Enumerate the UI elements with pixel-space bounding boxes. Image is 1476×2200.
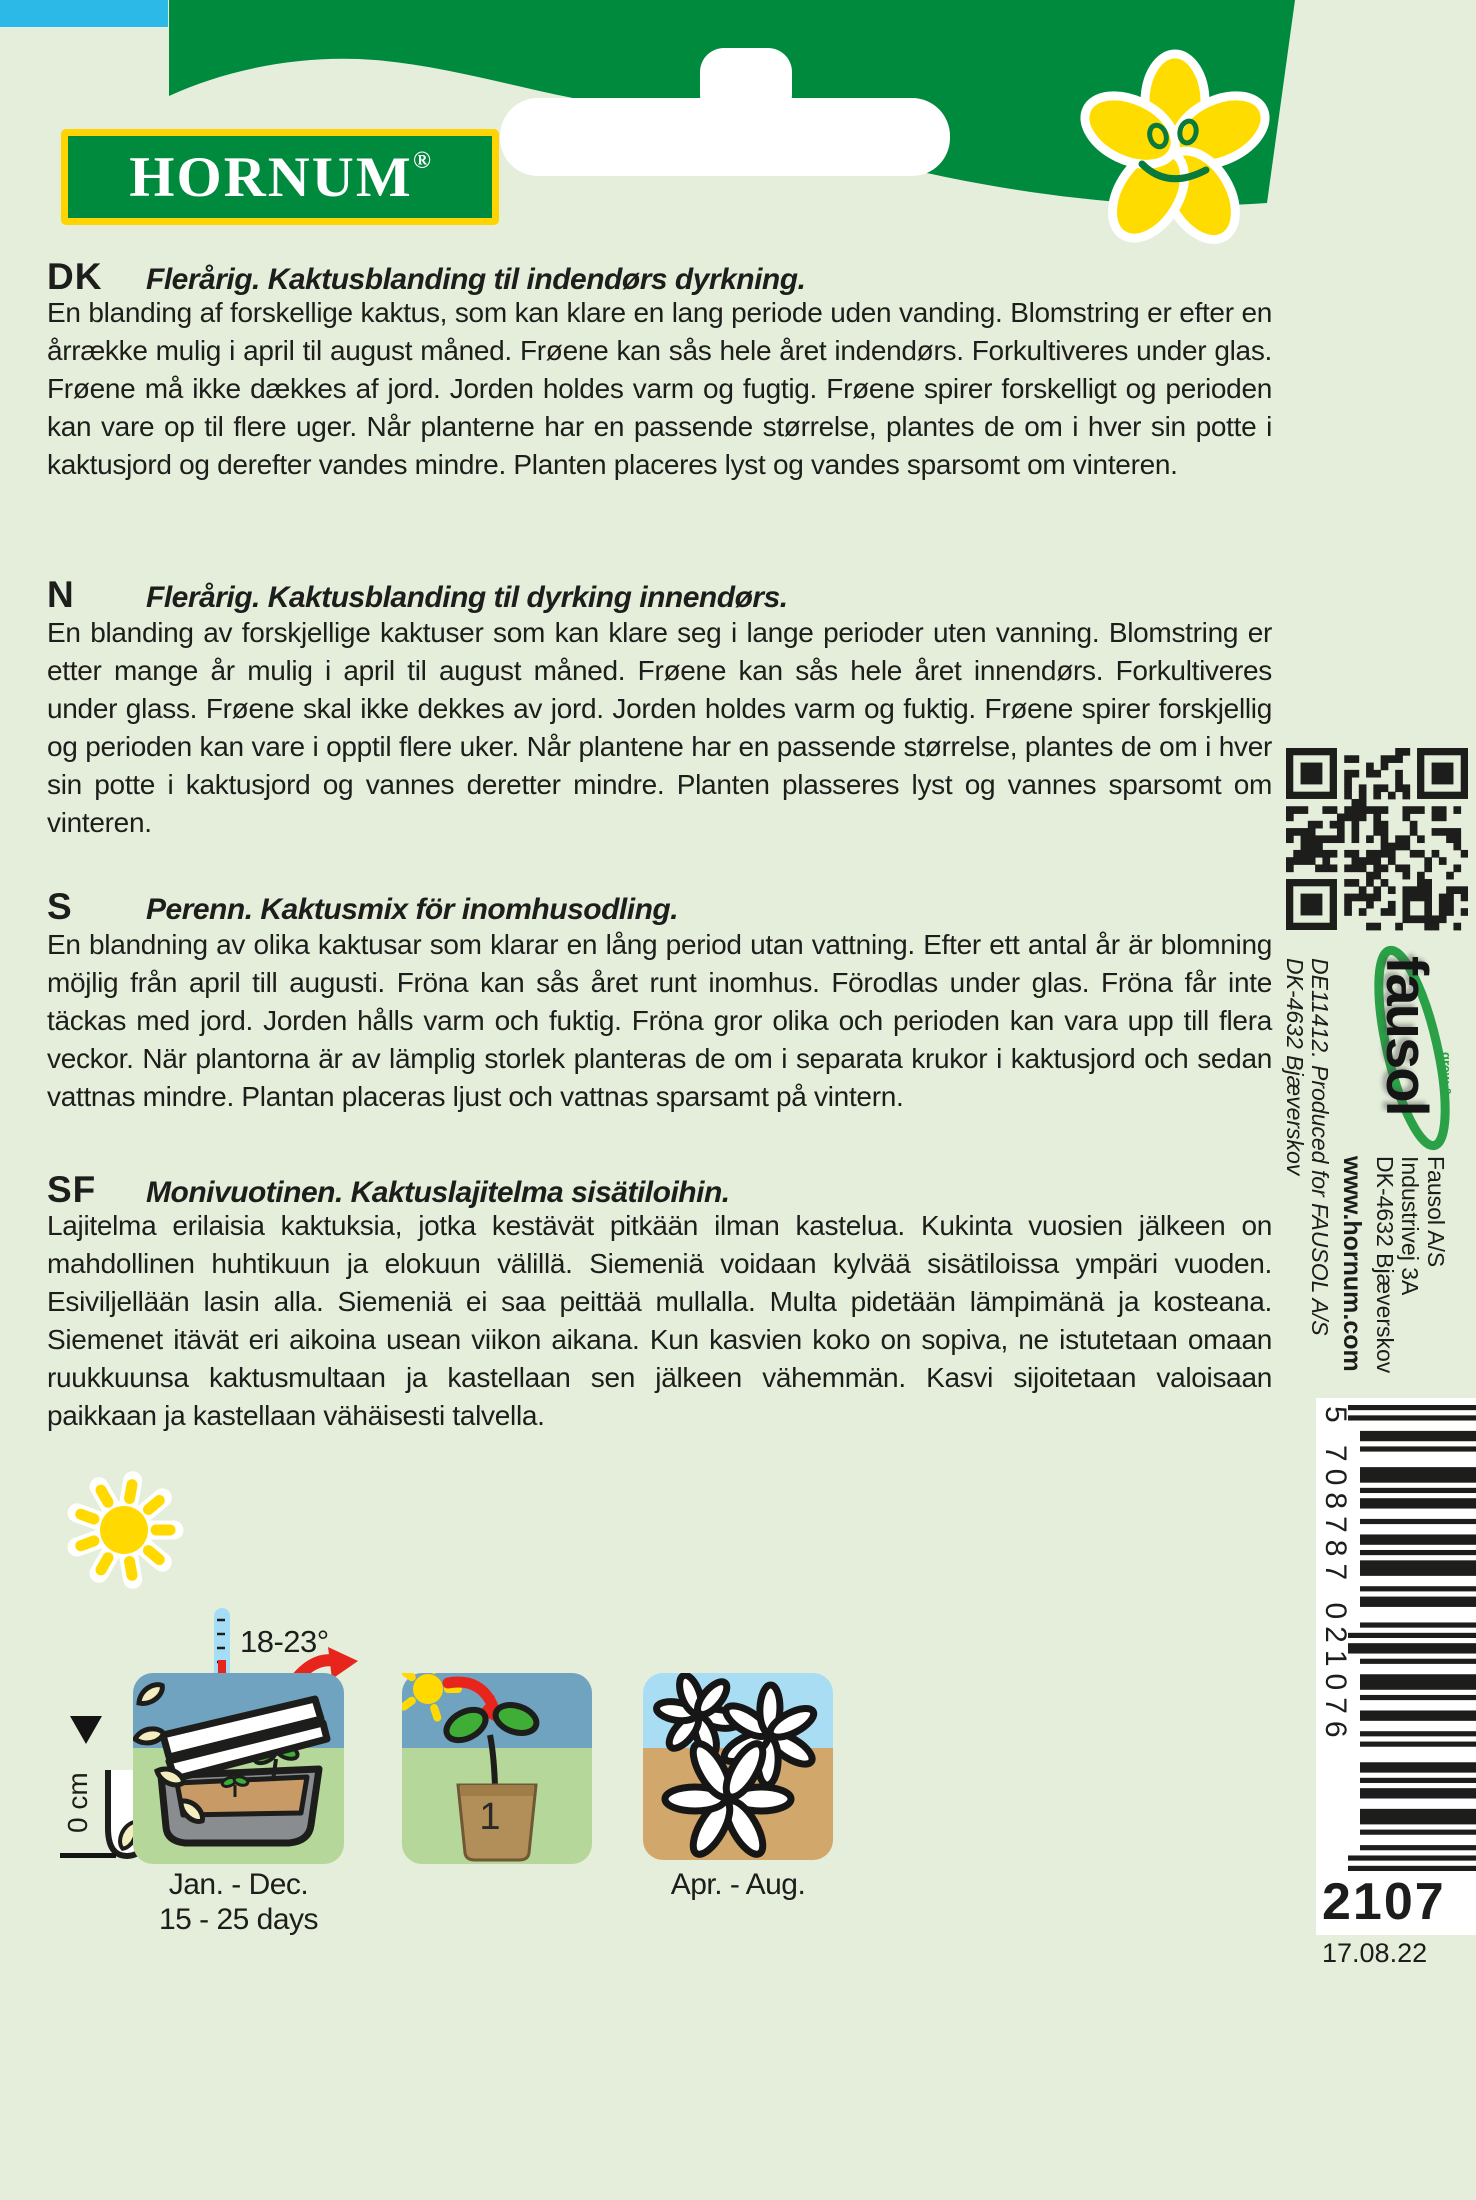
address-line: Fausol A/S xyxy=(1423,1156,1449,1268)
hornum-logo xyxy=(61,129,499,225)
fausol-logo-text: fausol xyxy=(1374,956,1439,1115)
fausol-tagline: grow & care xyxy=(1439,1052,1454,1127)
flowering-period-label: Apr. - Aug. xyxy=(670,1868,806,1901)
lang-code: N xyxy=(47,574,75,615)
address-line: Industrivej 3A xyxy=(1397,1156,1424,1296)
section-body-dk: En blanding af forskellige kaktus, som kan klare en lang periode uden vanding. Blomstring er efter en årrække mulig i april til august måned. Frøene kan sås hele året indendørs. Forkultiveres under glas. Frøene må ikke dækkes af jord. Jorden holdes varm og fugtig. Frøene spirer forskelligt og perioden kan vare op til flere uger. Når planterne har en passende størrelse, plantes de om i hver sin potte i kaktusjord og derefter vandes mindre. Planten placeres lyst og vandes sparsomt om vinteren. xyxy=(47,297,1272,480)
sowing-tray-icon xyxy=(133,1673,344,1864)
address-block xyxy=(1338,1156,1449,1374)
section-title: Flerårig. Kaktusblanding til dyrking innendørs. xyxy=(146,581,788,614)
lang-code: SF xyxy=(47,1169,97,1210)
hornum-logo-text: HORNUM xyxy=(129,145,413,209)
website-url: www.hornum.com xyxy=(1338,1156,1367,1372)
section-heading-dk xyxy=(47,256,805,298)
section-body-n: En blanding av forskjellige kaktuser som kan klare seg i lange perioder uten vanning. Blomstring er etter mange år mulig i april til august måned. Frøene kan sås hele året innendørs. Forkultiveres under glass. Frøene skal ikke dekkes av jord. Jorden holdes varm og fuktig. Frøene spirer forskjellig og perioden kan vare i opptil flere uker. Når plantene har en passende størrelse, plantes de om i hver sin potte i kaktusjord og vannes deretter mindre. Planten plasseres lyst og vannes sparsomt om vinteren. xyxy=(47,617,1272,838)
fausol-logo xyxy=(1366,950,1462,1160)
registered-mark: ® xyxy=(413,147,431,174)
cyan-strip xyxy=(0,0,168,27)
qr-code xyxy=(1286,748,1468,934)
section-heading-s xyxy=(47,886,678,928)
section-heading-sf xyxy=(47,1169,730,1211)
address-line: DK-4632 Bjæverskov xyxy=(1372,1156,1398,1374)
soil-line xyxy=(60,1853,116,1858)
flowering-icon xyxy=(643,1673,833,1860)
germination-time-label: 15 - 25 days xyxy=(158,1903,319,1936)
depth-marker-icon xyxy=(70,1716,102,1744)
producer-info xyxy=(1280,958,1333,1336)
item-number: 2107 xyxy=(1322,1873,1446,1931)
producer-line: DE11412. Produced for FAUSOL A/S xyxy=(1307,958,1333,1336)
section-title: Perenn. Kaktusmix för inomhusodling. xyxy=(146,893,679,926)
temperature-label: 18-23° xyxy=(240,1624,329,1659)
pot-count-label: 1 xyxy=(479,1796,501,1838)
section-heading-n xyxy=(47,574,788,616)
print-date: 17.08.22 xyxy=(1322,1938,1428,1968)
sowing-period-label: Jan. - Dec. xyxy=(168,1868,309,1901)
section-title: Monivuotinen. Kaktuslajitelma sisätiloihin. xyxy=(146,1176,730,1209)
producer-line: DK-4632 Bjæverskov xyxy=(1282,958,1308,1176)
barcode-digits: 5 708787 021076 xyxy=(1319,1406,1352,1745)
depth-label: 0 cm xyxy=(62,1772,93,1833)
sun-icon xyxy=(64,1468,188,1596)
lang-code: DK xyxy=(47,256,103,297)
section-body-s: En blandning av olika kaktusar som klarar en lång period utan vattning. Efter ett antal år är blomning möjlig från april till augusti. Fröna kan sås året runt inomhus. Förodlas under glas. Fröna får inte täckas med jord. Jorden hålls varm och fuktig. Fröna gror olika och perioden kan vara upp till flera veckor. När plantorna är av lämplig storlek planteras de om i separata krukor i kaktusjord och sedan vattnas mindre. Plantan placeras ljust och vattnas sparsamt på vintern. xyxy=(47,929,1272,1112)
section-title: Flerårig. Kaktusblanding til indendørs dyrkning. xyxy=(146,263,806,296)
lang-code: S xyxy=(47,886,73,927)
section-body-sf: Lajitelma erilaisia kaktuksia, jotka kestävät pitkään ilman kastelua. Kukinta vuosien jälkeen on mahdollinen huhtikuun ja elokuun välillä. Siemeniä voidaan kylvää sisätiloissa ympäri vuoden. Esiviljellään lasin alla. Siemeniä ei saa peittää mullalla. Multa pidetään lämpimänä ja kosteana. Siemenet itävät eri aikoina usean viikon aikana. Kun kasvien koko on sopiva, ne istutetaan omaan ruukkuunsa kaktusmultaan ja kastellaan sen jälkeen vähemmän. Kasvi sijoitetaan valoisaan paikkaan ja kastellaan vähäisesti talvella. xyxy=(47,1210,1272,1431)
